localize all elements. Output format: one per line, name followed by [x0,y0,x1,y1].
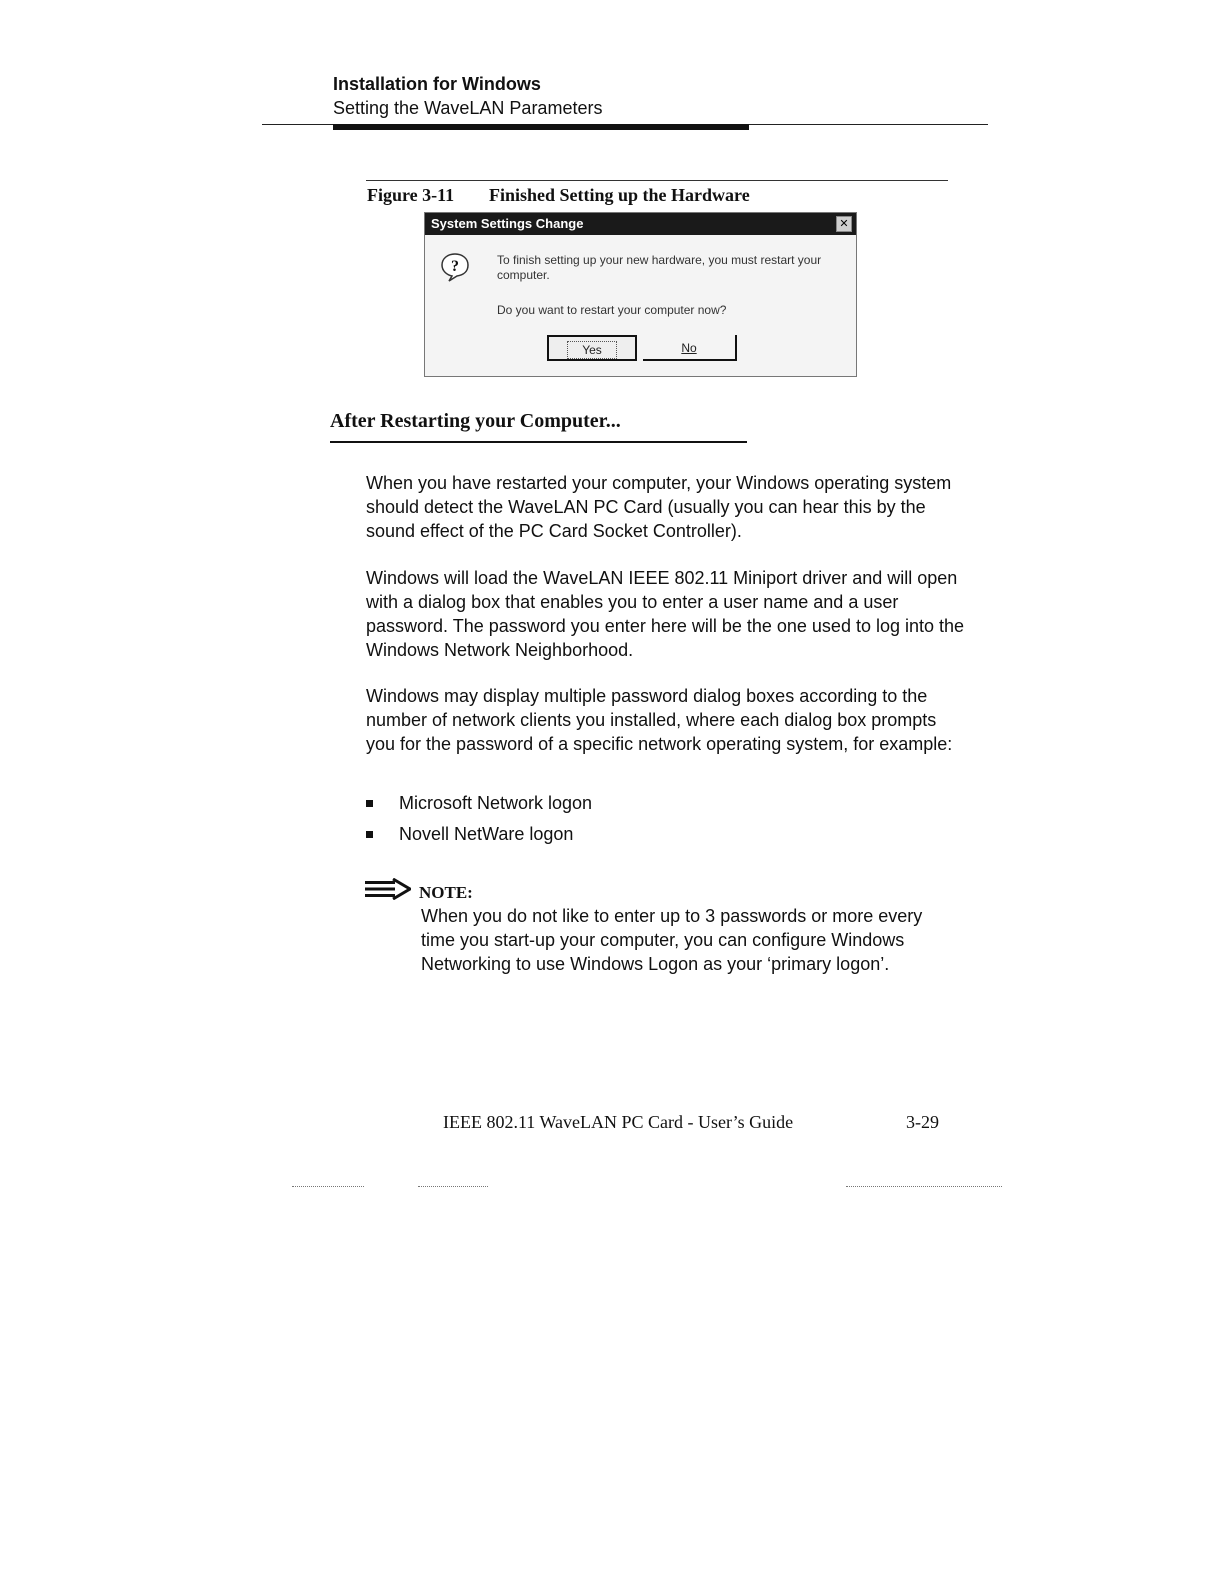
paragraph-restart: When you have restarted your computer, your Windows operating system should detect the WaveLAN PC Card (usually you can hear this by the sound effect of the PC Card Socket Controller). [366,473,952,541]
page-number: 3-29 [906,1112,939,1132]
bullet-marker [366,831,373,838]
dialog-question: Do you want to restart your computer now? [497,303,727,317]
note-label: NOTE: [419,883,473,902]
no-button[interactable] [643,335,737,361]
bullet-marker [366,800,373,807]
scan-artifact [292,1186,364,1188]
scan-artifact [846,1186,1002,1188]
note-arrow-icon [365,878,411,900]
system-settings-dialog [424,212,857,377]
figure-title: Finished Setting up the Hardware [489,185,750,205]
header-rule-accent [333,124,749,130]
figure-number: Figure 3-11 [367,185,455,205]
yes-button[interactable] [547,335,637,361]
running-header-subsection: Setting the WaveLAN Parameters [333,98,603,118]
question-icon [439,251,471,283]
paragraph-driver: Windows will load the WaveLAN IEEE 802.11 Miniport driver and will open with a dialog box that enables you to enter a user name and a user password. The password you enter here will be the one used to log into the Windows Network Neighborhood. [366,568,965,660]
figure-rule [366,180,948,181]
section-title: After Restarting your Computer... [330,410,621,432]
list-item-text: Microsoft Network logon [399,793,593,813]
figure-caption [367,185,750,206]
scan-artifact [418,1186,488,1188]
note-text: When you do not like to enter up to 3 passwords or more every time you start-up your computer, you can configure Windows Networking to use Windows Logon as your ‘primary logon’. [421,906,923,974]
paragraph-password-dialogs: Windows may display multiple password dialog boxes according to the number of network clients you installed, where each dialog box prompts you for the password of a specific network operating system, for example: [366,686,953,754]
running-header-section: Installation for Windows [333,74,541,94]
no-button-label: No [681,341,697,355]
list-item-text: Novell NetWare logon [399,824,574,844]
yes-button-label: Yes [567,341,617,359]
dialog-message: To finish setting up your new hardware, you must restart your computer. [497,253,822,282]
dialog-title: System Settings Change [431,216,584,231]
close-icon[interactable]: ✕ [836,216,852,232]
dialog-title-bar [425,213,856,235]
section-rule [330,441,747,443]
footer-title: IEEE 802.11 WaveLAN PC Card - User’s Guide [443,1112,794,1132]
svg-text:?: ? [451,258,459,275]
